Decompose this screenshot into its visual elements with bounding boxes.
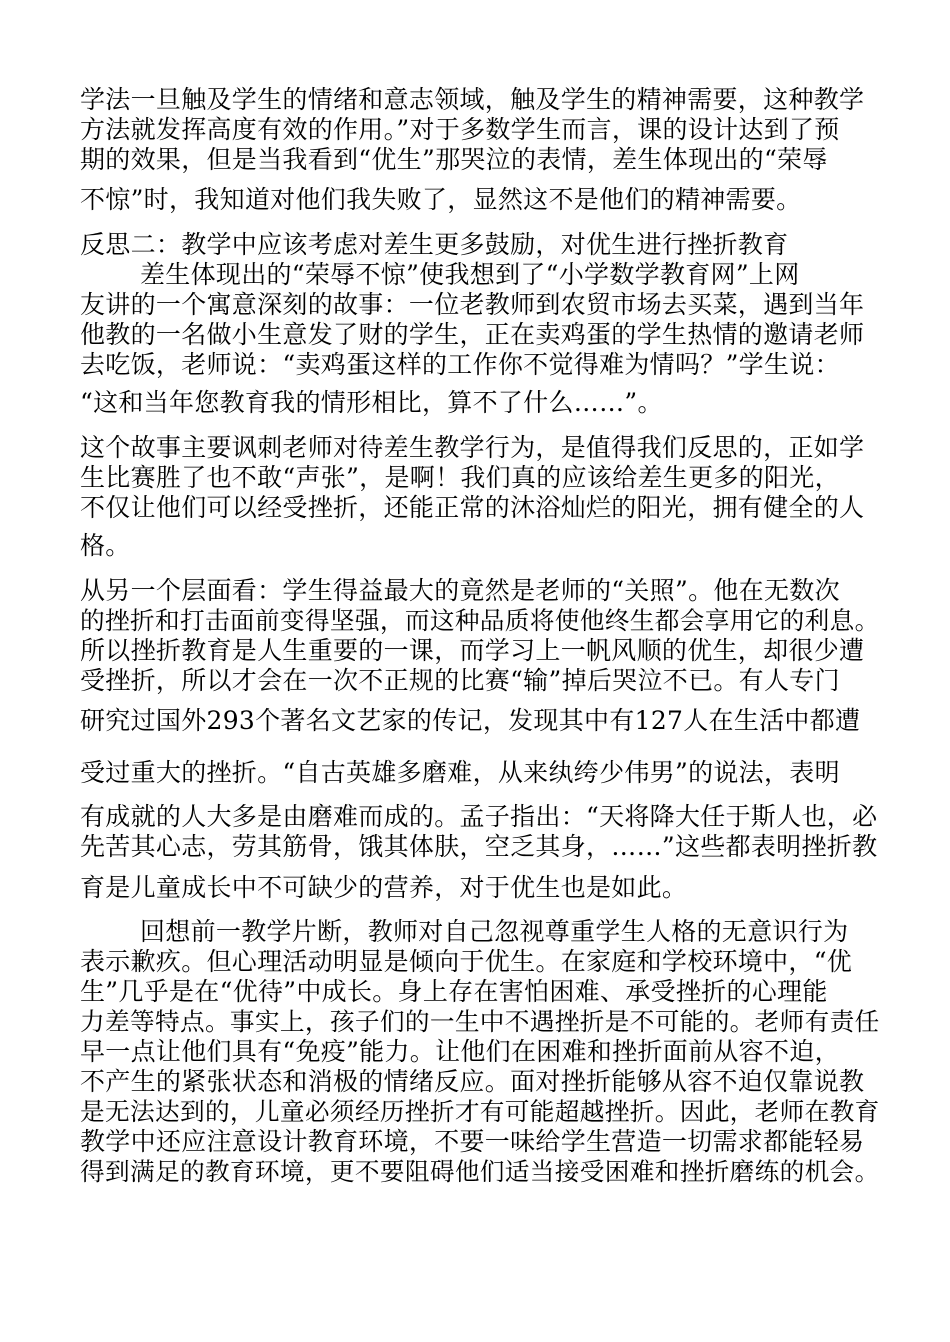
text-line: 得到满足的教育环境，更不要阻碍他们适当接受困难和挫折磨练的机会。 xyxy=(80,1157,880,1186)
text-line: 生”几乎是在“优待”中成长。身上存在害怕困难、承受挫折的心理能 xyxy=(80,977,828,1006)
text-line: 表示歉疚。但心理活动明显是倾向于优生。在家庭和学校环境中，“优 xyxy=(80,947,853,976)
text-line: 这个故事主要讽刺老师对待差生教学行为，是值得我们反思的，正如学 xyxy=(80,433,865,462)
text-line: 回想前一教学片断，教师对自己忽视尊重学生人格的无意识行为 xyxy=(140,917,849,946)
text-line: 从另一个层面看：学生得益最大的竟然是老师的“关照”。他在无数次 xyxy=(80,576,840,605)
text-line: 格。 xyxy=(80,531,131,560)
text-line: “这和当年您教育我的情形相比，算不了什么……”。 xyxy=(80,388,663,417)
text-line: 受过重大的挫折。“自古英雄多磨难，从来纨绔少伟男”的说法，表明 xyxy=(80,758,840,787)
text-line: 学法一旦触及学生的情绪和意志领域，触及学生的精神需要，这种教学 xyxy=(80,85,865,114)
text-line: 他教的一名做小生意发了财的学生，正在卖鸡蛋的学生热情的邀请老师 xyxy=(80,320,865,349)
document-page xyxy=(80,0,880,1342)
text-line: 教学中还应注意设计教育环境，不要一味给学生营造一切需求都能轻易 xyxy=(80,1127,865,1156)
text-line: 不仅让他们可以经受挫折，还能正常的沐浴灿烂的阳光，拥有健全的人 xyxy=(80,493,865,522)
text-line: 差生体现出的“荣辱不惊”使我想到了“小学数学教育网”上网 xyxy=(140,260,800,289)
text-line: 去吃饭，老师说：“卖鸡蛋这样的工作你不觉得难为情吗？”学生说： xyxy=(80,350,840,379)
text-line: 生比赛胜了也不敢“声张”，是啊！我们真的应该给差生更多的阳光， xyxy=(80,463,840,492)
text-line: 不产生的紧张状态和消极的情绪反应。面对挫折能够从容不迫仅靠说教 xyxy=(80,1067,865,1096)
text-line: 是无法达到的，儿童必须经历挫折才有可能超越挫折。因此，老师在教育 xyxy=(80,1097,880,1126)
text-line: 不惊”时，我知道对他们我失败了，显然这不是他们的精神需要。 xyxy=(80,185,802,214)
text-line: 方法就发挥高度有效的作用。”对于多数学生而言，课的设计达到了预 xyxy=(80,115,840,144)
text-line: 所以挫折教育是人生重要的一课，而学习上一帆风顺的优生，却很少遭 xyxy=(80,636,865,665)
text-line: 有成就的人大多是由磨难而成的。孟子指出：“天将降大任于斯人也，必 xyxy=(80,802,878,831)
section-heading: 反思二：教学中应该考虑对差生更多鼓励，对优生进行挫折教育 xyxy=(80,230,789,259)
text-line: 的挫折和打击面前变得坚强，而这种品质将使他终生都会享用它的利息。 xyxy=(80,606,880,635)
text-line: 研究过国外293个著名文艺家的传记，发现其中有127人在生活中都遭 xyxy=(80,706,861,735)
text-line: 受挫折，所以才会在一次不正规的比赛“输”掉后哭泣不已。有人专门 xyxy=(80,666,840,695)
text-line: 力差等特点。事实上，孩子们的一生中不遇挫折是不可能的。老师有责任 xyxy=(80,1007,880,1036)
text-line: 先苦其心志，劳其筋骨，饿其体肤，空乏其身，……”这些都表明挫折教 xyxy=(80,832,878,861)
text-line: 育是儿童成长中不可缺少的营养，对于优生也是如此。 xyxy=(80,873,688,902)
text-line: 友讲的一个寓意深刻的故事：一位老教师到农贸市场去买菜，遇到当年 xyxy=(80,290,865,319)
text-line: 期的效果，但是当我看到“优生”那哭泣的表情，差生体现出的“荣辱 xyxy=(80,145,828,174)
text-line: 早一点让他们具有“免疫”能力。让他们在困难和挫折面前从容不迫， xyxy=(80,1037,840,1066)
